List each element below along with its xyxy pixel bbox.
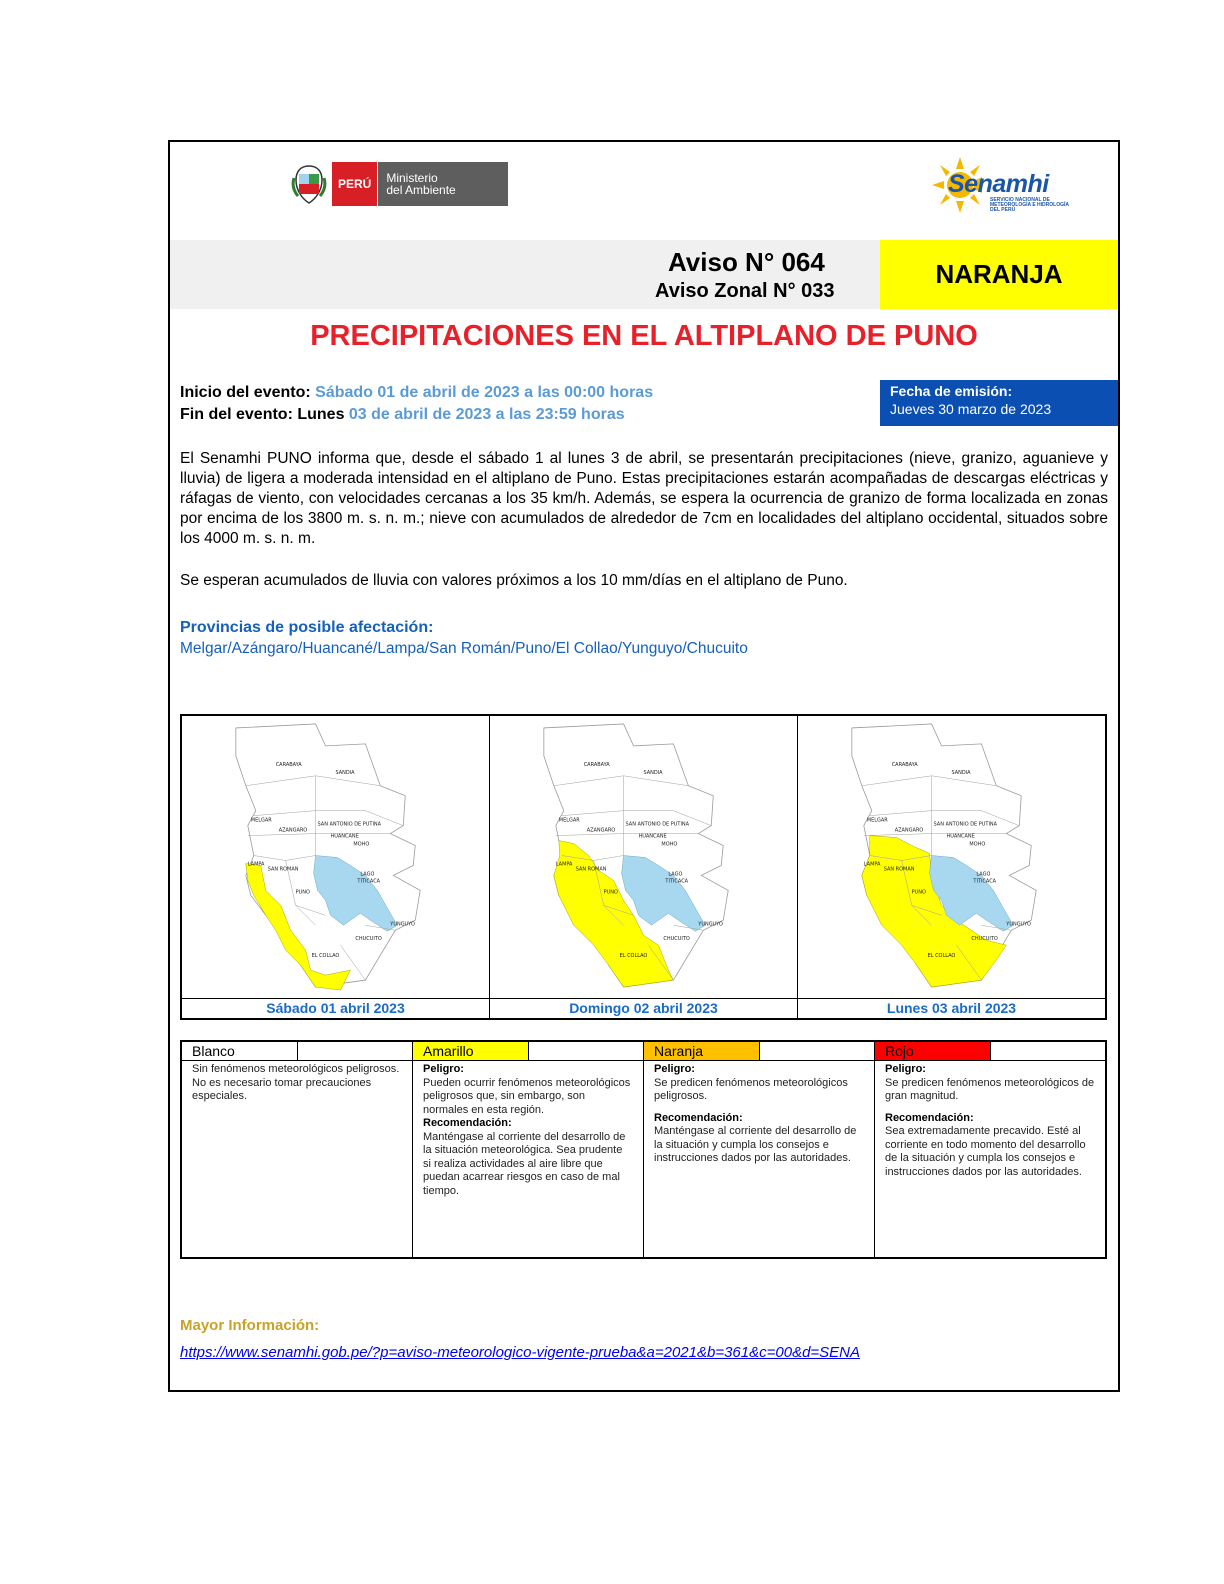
province-label-puno: PUNO [603,889,618,896]
more-info-title: Mayor Información: [180,1317,320,1334]
event-start-value: Sábado 01 de abril de 2023 a las 00:00 horas [315,384,654,401]
event-end-label: Fin del evento: Lunes [180,406,349,423]
province-label-carabaya: CARABAYA [891,761,918,768]
rainfall-paragraph: Se esperan acumulados de lluvia con valores próximos a los 10 mm/días en el altiplano de Puno. [180,572,848,589]
province-label-yunguyo: YUNGUYO [1006,921,1031,928]
region-outline [236,724,420,987]
province-label-puno: PUNO [295,889,310,896]
legend-blanco-line1: Sin fenómenos meteorológicos peligrosos. [192,1063,400,1075]
legend-naranja-peligro: Se predicen fenómenos meteorológicos peligrosos. [654,1076,848,1102]
alert-legend-table [180,1040,1107,1259]
legend-naranja-name: Naranja [644,1042,760,1060]
legend-amarillo-rec: Manténgase al corriente del desarrollo de la situación meteorológica. Sea prudente si realiza actividades al aire libre que puedan acarrear riesgos en caso de mal tiempo. [423,1130,626,1197]
event-end [180,404,653,426]
province-label-huancane: HUANCANE [946,833,975,840]
province-label-sanroman: SAN ROMAN [267,866,299,873]
peru-label: PERÚ [332,162,377,206]
province-label-huancane: HUANCANE [638,833,667,840]
province-label-titicaca: TITICACA [665,878,689,885]
province-label-moho: MOHO [661,841,678,848]
province-label-lago: LAGO [668,871,683,878]
legend-blanco [182,1042,413,1257]
province-label-lago: LAGO [360,871,375,878]
province-label-titicaca: TITICACA [973,878,997,885]
map-caption: Lunes 03 abril 2023 [798,998,1105,1018]
province-label-melgar: MELGAR [250,817,272,824]
province-label-chucuito: CHUCUITO [355,936,382,943]
map-day-2 [490,716,798,1018]
legend-rojo-name: Rojo [875,1042,991,1060]
more-info-link[interactable]: https://www.senamhi.gob.pe/?p=aviso-meteorologico-vigente-prueba&a=2021&b=361&c=00&d=SENA [180,1344,861,1361]
province-label-sanroman: SAN ROMAN [883,866,915,873]
emission-date-box [880,380,1118,426]
legend-naranja-rec-label: Recomendación: [654,1111,743,1124]
province-label-titicaca: TITICACA [357,878,381,885]
province-label-lampa: LAMPA [863,861,881,868]
province-label-collao: EL COLLAO [619,953,648,960]
province-label-lampa: LAMPA [247,861,265,868]
province-label-collao: EL COLLAO [311,953,340,960]
province-label-carabaya: CARABAYA [275,761,302,768]
provinces-list: Melgar/Azángaro/Huancané/Lampa/San Román/Puno/El Collao/Yunguyo/Chucuito [180,640,748,657]
province-label-huancane: HUANCANE [330,833,359,840]
map-caption: Domingo 02 abril 2023 [490,998,797,1018]
legend-naranja-peligro-label: Peligro: [654,1063,695,1075]
event-end-value: 03 de abril de 2023 a las 23:59 horas [348,406,625,423]
province-label-moho: MOHO [969,841,986,848]
legend-rojo-peligro-label: Peligro: [885,1063,926,1075]
provinces-title: Provincias de posible afectación: [180,619,434,636]
province-label-chucuito: CHUCUITO [663,936,690,943]
province-label-lampa: LAMPA [555,861,573,868]
legend-naranja [644,1042,875,1257]
province-label-chucuito: CHUCUITO [971,936,998,943]
ministry-name [377,162,508,206]
province-label-azangaro: AZANGARO [894,827,924,834]
legend-rojo [875,1042,1105,1257]
aviso-zonal: Aviso Zonal N° 033 [655,280,835,302]
aviso-number: Aviso N° 064 [668,247,825,277]
peru-coat-of-arms-icon [290,162,328,206]
province-label-putina: SAN ANTONIO DE PUTINA [317,821,382,828]
legend-rojo-rec-label: Recomendación: [885,1111,974,1124]
senamhi-subtitle: SERVICIO NACIONAL DE METEOROLOGÍA E HIDROLOGÍA DEL PERÚ [990,197,1069,213]
province-label-sanroman: SAN ROMAN [575,866,607,873]
legend-amarillo-peligro-label: Peligro: [423,1063,464,1075]
ministerio-ambiente-logo [290,162,508,206]
senamhi-name: Senamhi [948,170,1049,198]
puno-region-map [182,716,489,1000]
map-day-1 [182,716,490,1018]
ministry-line1: Ministerio [386,171,438,185]
event-dates [180,382,653,426]
province-label-puno: PUNO [911,889,926,896]
ministry-line2: del Ambiente [386,183,456,197]
legend-rojo-peligro: Se predicen fenómenos meteorológicos de gran magnitud. [885,1076,1095,1102]
legend-blanco-name: Blanco [182,1042,298,1060]
alert-level-badge: NARANJA [880,240,1118,309]
legend-amarillo [413,1042,644,1257]
province-label-putina: SAN ANTONIO DE PUTINA [625,821,690,828]
legend-blanco-line2: No es necesario tomar precauciones especiales. [192,1076,372,1102]
province-label-putina: SAN ANTONIO DE PUTINA [933,821,998,828]
map-caption: Sábado 01 abril 2023 [182,998,489,1018]
province-label-sandia: SANDIA [951,769,971,776]
province-label-collao: EL COLLAO [927,953,956,960]
province-label-melgar: MELGAR [558,817,580,824]
emission-label: Fecha de emisión: [890,383,1013,399]
event-start [180,382,653,404]
legend-rojo-rec: Sea extremadamente precavido. Esté al corriente en todo momento del desarrollo de la situación y cumpla los consejos e instrucciones dados por las autoridades. [885,1125,1086,1178]
province-label-carabaya: CARABAYA [583,761,610,768]
province-label-melgar: MELGAR [866,817,888,824]
emission-value: Jueves 30 marzo de 2023 [890,401,1052,417]
province-label-moho: MOHO [353,841,370,848]
province-label-lago: LAGO [976,871,991,878]
puno-region-map [490,716,797,1000]
puno-region-map [798,716,1105,1000]
province-label-yunguyo: YUNGUYO [698,921,723,928]
map-day-3 [798,716,1105,1018]
legend-amarillo-peligro: Pueden ocurrir fenómenos meteorológicos peligrosos que, sin embargo, son normales en esta región. [423,1076,631,1116]
province-label-azangaro: AZANGARO [586,827,616,834]
legend-naranja-rec: Manténgase al corriente del desarrollo de la situación y cumpla los consejos e instrucciones dados por las autoridades. [654,1125,857,1164]
legend-amarillo-name: Amarillo [413,1042,529,1060]
legend-amarillo-rec-label: Recomendación: [423,1117,512,1129]
province-label-yunguyo: YUNGUYO [390,921,415,928]
page-title: PRECIPITACIONES EN EL ALTIPLANO DE PUNO [310,320,978,352]
event-start-label: Inicio del evento: [180,384,316,401]
province-label-sandia: SANDIA [335,769,355,776]
province-label-sandia: SANDIA [643,769,663,776]
description-paragraph: El Senamhi PUNO informa que, desde el sábado 1 al lunes 3 de abril, se presentarán precipitaciones (nieve, granizo, aguanieve y lluvia) de ligera a moderada intensidad en el altiplano de Puno. Estas precipitaciones estarán acompañadas de descargas eléctricas y ráfagas de viento, con velocidades cercanas a los 35 km/h. Además, se espera la ocurrencia de granizo de forma localizada en zonas por encima de los 3800 m. s. n. m.; nieve con acumulados de alrededor de 7cm en localidades del altiplano occidental, situados sobre los 4000 m. s. n. m. [180,450,1108,547]
forecast-maps [180,714,1107,1020]
province-label-azangaro: AZANGARO [278,827,308,834]
